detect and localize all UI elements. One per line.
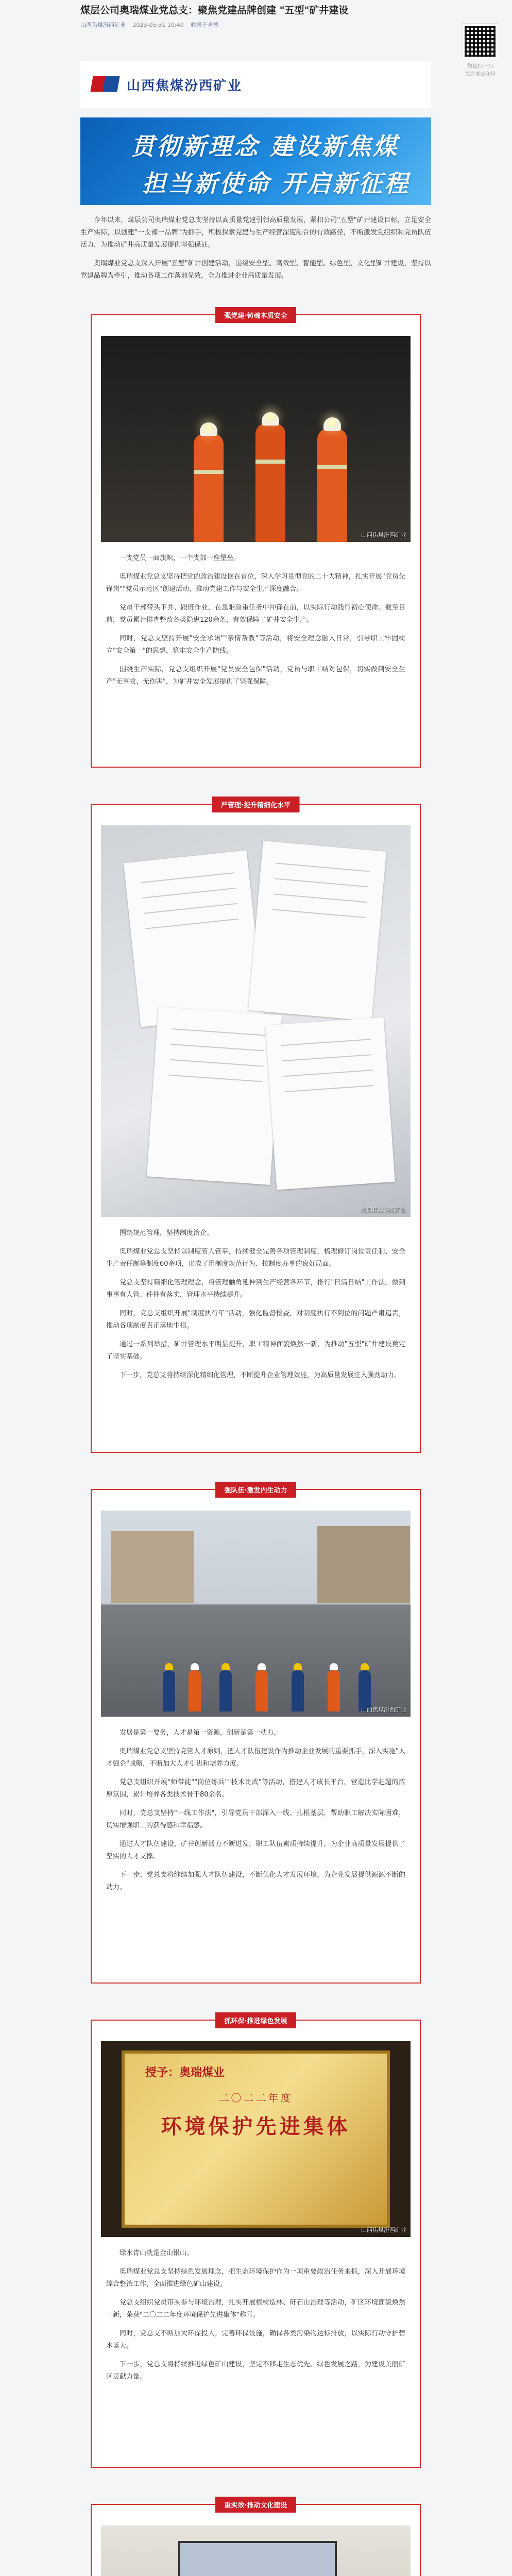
banner-line-1: 贯彻新理念 建设新焦煤 <box>131 132 399 160</box>
photo-watermark: 山西焦煤汾西矿业 <box>361 1706 406 1713</box>
logo-bar <box>80 61 431 108</box>
meeting-photo <box>101 2526 411 2576</box>
section-card-3 <box>91 1489 421 1984</box>
qr-caption-2: 关注该公众号 <box>465 72 496 77</box>
company-logo-icon <box>92 73 121 96</box>
article-header <box>80 4 389 29</box>
section-paragraph: 党总支组织党员带头参与环境治理，扎实开展植树造林、矸石山治理等活动，矿区环境面貌焕然一新，荣获"二〇二二年度环境保护先进集体"称号。 <box>106 2299 405 2319</box>
section-paragraph: 下一步，党总支将持续深化精细化管理，不断提升企业管理效能，为高质量发展注入强劲动力。 <box>120 1371 401 1379</box>
section-paragraph: 一支党员一面旗帜，一个支部一座堡垒。 <box>120 554 241 562</box>
article-title: 煤层公司奥瑞煤业党总支：聚焦党建品牌创建 "五型"矿井建设 <box>80 5 349 16</box>
section-label: 强党建·铸魂本质安全 <box>215 307 297 323</box>
section-paragraph: 同时，党总支坚持"一线工作法"，引导党员干部深入一线、扎根基层，帮助职工解决实际困难，切实增强职工的获得感和幸福感。 <box>106 1809 405 1829</box>
section-paragraph: 党总支坚持精细化管理理念，将管理触角延伸到生产经营各环节，推行"日清日结"工作法，做到事事有人管、件件有落实，管理水平持续提升。 <box>106 1279 405 1299</box>
miners-photo <box>101 336 411 542</box>
section-label: 重实效·推动文化建设 <box>215 2497 297 2513</box>
section-text <box>106 1727 405 1900</box>
publish-date: 2023-05-31 10:40 <box>132 22 184 28</box>
section-paragraph: 围绕生产实际，党总支组织开展"党员安全包保"活动，党员与职工结对包保，切实做到安全生产"无事故、无伤害"，为矿井安全发展提供了坚强保障。 <box>106 666 405 686</box>
section-paragraph: 通过一系列举措，矿井管理水平明显提升，职工精神面貌焕然一新，为推动"五型"矿井建设奠定了坚实基础。 <box>106 1341 405 1361</box>
projection-screen <box>178 2541 337 2576</box>
section-card-2 <box>91 804 421 1453</box>
section-paragraph: 同时，党总支坚持开展"安全承诺""亲情帮教"等活动，将安全理念融入日常，引导职工牢固树立"安全第一"的思想，筑牢安全生产防线。 <box>106 635 405 655</box>
section-paragraph: 下一步，党总支将持续推进绿色矿山建设，坚定不移走生态优先、绿色发展之路，为建设美丽矿区贡献力量。 <box>106 2361 405 2381</box>
section-paragraph: 党总支组织开展"师带徒""岗位练兵""技术比武"等活动，搭建人才成长平台，营造比学赶超的浓厚氛围，累计培养各类技术骨干80余名。 <box>106 1778 405 1799</box>
section-label: 强队伍·激发内生动力 <box>215 1482 297 1498</box>
section-paragraph: 党员干部带头下井、跟班作业，在急难险重任务中冲锋在前，以实际行动践行初心使命。截至目前，党员累计排查整改各类隐患120余条，有效保障了矿井安全生产。 <box>106 604 405 624</box>
section-paragraph: 通过人才队伍建设，矿井创新活力不断迸发，职工队伍素质持续提升，为企业高质量发展提供了坚实的人才支撑。 <box>106 1840 405 1860</box>
photo-watermark: 山西焦煤汾西矿业 <box>361 2227 406 2233</box>
section-label: 抓环保·推进绿色发展 <box>215 2012 297 2028</box>
plaque-year: 二〇二二年度 <box>218 2092 293 2104</box>
section-paragraph: 发展是第一要务，人才是第一资源，创新是第一动力。 <box>120 1729 281 1737</box>
section-paragraph: 下一步，党总支将继续加强人才队伍建设，不断优化人才发展环境，为企业发展提供源源不断的动力。 <box>106 1871 405 1891</box>
section-paragraph: 奥瑞煤业党总支坚持绿色发展理念，把生态环境保护作为一项重要政治任务来抓，深入开展环境综合整治工作，全面推进绿色矿山建设。 <box>106 2268 405 2288</box>
plaque-org: 授予：奥瑞煤业 <box>145 2066 225 2079</box>
intro-section <box>80 214 431 289</box>
section-card-4 <box>91 2020 421 2468</box>
banner-line-2: 担当新使命 开启新征程 <box>142 170 411 197</box>
section-paragraph: 绿水青山就是金山银山。 <box>120 2249 194 2257</box>
section-text <box>106 2247 405 2389</box>
qr-panel <box>457 24 503 77</box>
photo-watermark: 山西焦煤汾西矿业 <box>361 1207 406 1213</box>
section-paragraph: 奥瑞煤业党总支坚持以制度管人管事，持续健全完善各项管理制度，梳理修订岗位责任制、安全生产责任制等制度60余项，形成了用制度规范行为、按制度办事的良好局面。 <box>106 1248 405 1268</box>
section-paragraph: 同时，党总支不断加大环保投入，完善环保设施，确保各类污染物达标排放，以实际行动守护碧水蓝天。 <box>106 2330 405 2350</box>
qr-caption-1: 微信扫一扫 <box>467 64 493 70</box>
section-card-1 <box>91 314 421 768</box>
qr-code-icon[interactable] <box>463 24 498 59</box>
section-paragraph: 奥瑞煤业党总支坚持把党的政治建设摆在首位，深入学习贯彻党的二十大精神，扎实开展"党员先锋岗""党员示范区"创建活动，推动党建工作与安全生产深度融合。 <box>106 573 405 593</box>
logo-text: 山西焦煤汾西矿业 <box>127 78 243 94</box>
award-plaque <box>122 2050 390 2228</box>
photo-watermark: 山西焦煤汾西矿业 <box>361 532 406 538</box>
slogan-banner <box>80 117 431 205</box>
section-paragraph: 同时，党总支组织开展"制度执行年"活动，强化监督检查，对制度执行不到位的问题严肃追责，推动各项制度真正落地生根。 <box>106 1310 405 1330</box>
section-paragraph: 奥瑞煤业党总支坚持党管人才原则，把人才队伍建设作为推动企业发展的重要抓手，深入实施"人才强企"战略，不断加大人才引进和培养力度。 <box>106 1748 405 1768</box>
award-plaque-photo <box>101 2041 411 2237</box>
collection-hint[interactable]: 收录于合集 <box>191 22 219 28</box>
intro-paragraph: 今年以来，煤层公司奥瑞煤业党总支坚持以高质量党建引领高质量发展，紧扣公司"五型"矿井建设目标，立足安全生产实际，以创建"一支部一品牌"为抓手，积极探索党建与生产经营深度融合的有效路径，不断激发党组织和党员队伍活力，为推动矿井高质量发展提供坚强保证。 <box>80 216 431 249</box>
intro-paragraph: 奥瑞煤业党总支深入开展"五型"矿井创建活动，围绕安全型、高效型、智能型、绿色型、文化型矿井建设，坚持以党建品牌为牵引，推动各项工作落地见效，全力推进企业高质量发展。 <box>80 260 431 280</box>
documents-photo <box>101 825 411 1217</box>
plaque-award: 环境保护先进集体 <box>161 2115 351 2139</box>
section-text <box>106 1227 405 1388</box>
section-text <box>106 552 405 694</box>
section-card-5 <box>91 2504 421 2576</box>
section-label: 严管理·提升精细化水平 <box>212 796 300 812</box>
account-link[interactable]: 山西焦煤汾西矿业 <box>80 22 126 28</box>
article-meta <box>80 21 389 29</box>
section-paragraph: 围绕规范管理，坚持制度治企。 <box>120 1229 214 1237</box>
workers-outdoor-photo <box>101 1511 411 1717</box>
